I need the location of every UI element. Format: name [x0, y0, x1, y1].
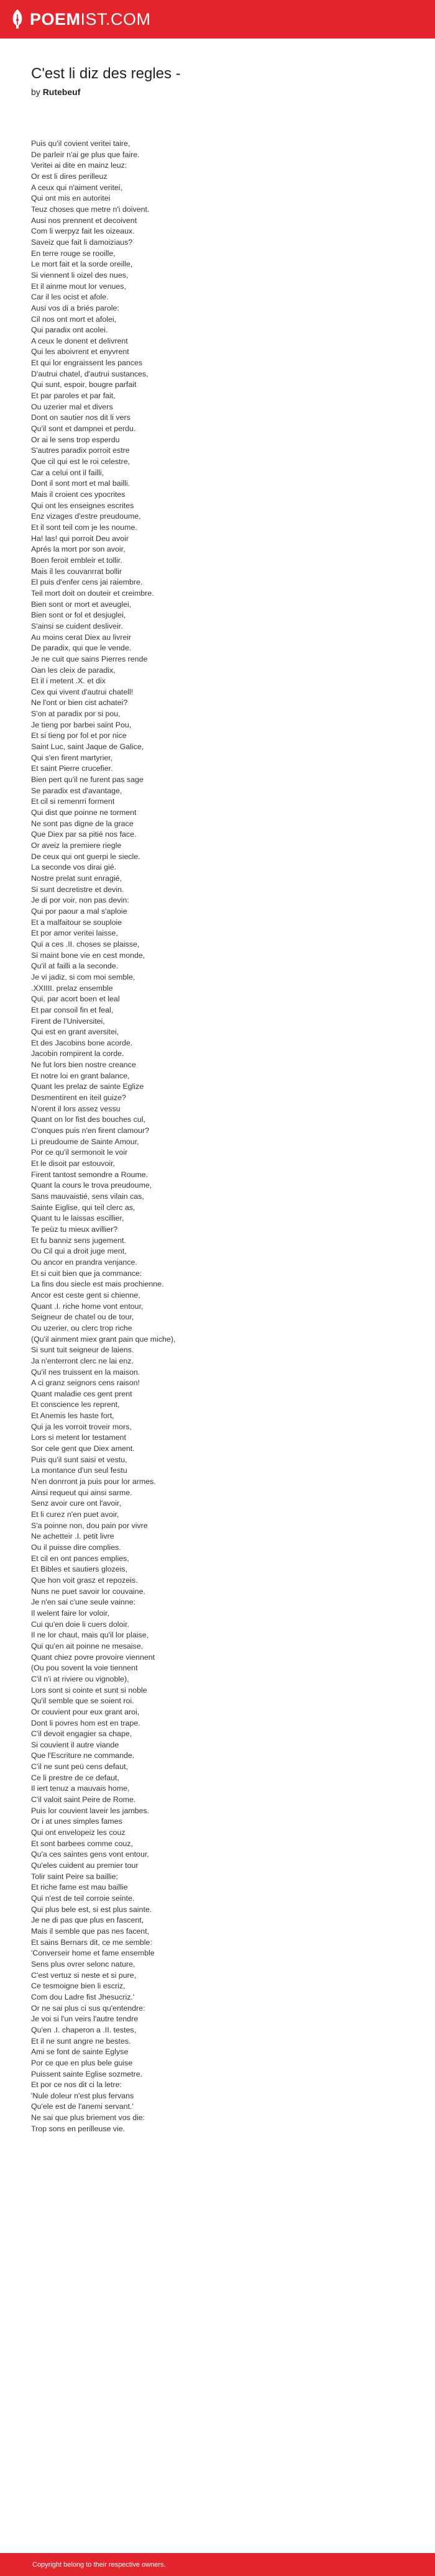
poem-line: S'on at paradix por si pou, — [31, 709, 121, 719]
poem-line: Je di por voir, non pas devin: — [31, 896, 129, 905]
poem-line: Si maint bone vie en cest monde, — [31, 950, 145, 960]
poem-line: Et cil si remenrri forment — [31, 797, 115, 806]
poem-line: Mais il croient ces ypocrites — [31, 490, 126, 499]
poem-line: Ne l'ont or bien cist achatei? — [31, 698, 128, 708]
poem-line: Saveiz que fait li damoiziaus? — [31, 237, 133, 247]
poem-line: Senz avoir cure ont l'avoir, — [31, 1499, 121, 1508]
poem-line: S'ainsi se cuident desliveir. — [31, 621, 123, 630]
poem-line: Mais il semble que pas nes facent, — [31, 1926, 150, 1936]
poem-line: Lors sont si cointe et sunt si noble — [31, 1685, 147, 1695]
poem-line: De ceux qui ont guerpi le siecle. — [31, 852, 140, 861]
site-header — [0, 0, 435, 39]
poem-line: Ainsi requeut qui ainsi sarme. — [31, 1488, 132, 1497]
poem-line: Aprés la mort por son avoir, — [31, 545, 126, 554]
poem-line: Te peüz tu mieux avillier? — [31, 1224, 118, 1234]
poem-line: Qui a ces .II. choses se plaisse, — [31, 939, 140, 949]
poem-line: Ne fut lors bien nostre creance — [31, 1060, 136, 1070]
site-logo[interactable] — [10, 9, 151, 30]
poem-line: Au moins cerat Diex au livreir — [31, 632, 132, 642]
poem-line: Ce tesmoigne bien li escriz, — [31, 1982, 126, 1991]
poem-line: Ou uzerier, ou clerc trop riche — [31, 1323, 132, 1332]
poem-line: Si couvient il autre viande — [31, 1740, 119, 1749]
poem-line: Et il ne sunt angre ne bestes. — [31, 2036, 131, 2046]
poem-line: Dont on sautier nos dit li vers — [31, 413, 130, 422]
poem-line: Et a malfaitour se souploie — [31, 917, 122, 927]
poem-line: Desmentirent en iteil guize? — [31, 1093, 126, 1103]
poem-line: Mais il les couvanrrat bollir — [31, 567, 122, 576]
poem-line: Puis qu'il sunt saisi et vestu, — [31, 1455, 127, 1464]
poem-line: C'il n'i at riviere ou vignoble), — [31, 1674, 129, 1683]
poem-line: Et li curez n'en puet avoir, — [31, 1510, 119, 1519]
poem-line: Ne sai que plus briement vos die: — [31, 2113, 145, 2123]
poem-line: Et por ce nos dit ci la letre: — [31, 2080, 122, 2090]
poem-line: Ha! las! qui porroit Deu avoir — [31, 534, 129, 543]
poem-line: Qu'il at failli a la seconde. — [31, 962, 119, 971]
poem-line: Qui paradix ont acolei. — [31, 325, 108, 335]
poem-line: Et il ainme mout lor venues, — [31, 281, 126, 291]
poem-line: Por ce qu'il sermonoit le voir — [31, 1148, 128, 1157]
poem-line: C'onques puis n'en firent clamour? — [31, 1126, 150, 1136]
poem-line: Et sont barbees comme couz, — [31, 1839, 133, 1848]
poem-line: Sainte Eiglise, qui teil clerc as, — [31, 1203, 135, 1212]
poem-line: Cil nos ont mort et afolei, — [31, 314, 117, 324]
copyright-text: Copyright belong to their respective owners. — [32, 2560, 166, 2569]
poem-line: Car il les ocist et afole. — [31, 293, 109, 302]
poem-line: Je tieng por barbei saint Pou, — [31, 720, 132, 729]
poem-line: Cex qui vivent d'autrui chatell! — [31, 687, 134, 696]
poem-line: Nuns ne puet savoir lor couvaine. — [31, 1586, 145, 1596]
poem-title: C'est li diz des regles - — [31, 65, 181, 82]
poem-line: Dont il sont mort et mal bailli. — [31, 479, 130, 488]
poem-line: (Qu'il ainment miex grant pain que miche), — [31, 1334, 176, 1344]
poem-line: Ancor est ceste gent si chienne, — [31, 1290, 140, 1299]
poem-line: Je n'en sai c'une seule vainne: — [31, 1598, 135, 1607]
poem-line: Or couvient pour eux grant aroi, — [31, 1707, 140, 1716]
poem-line: Ausi nos prennent et decoivent — [31, 216, 137, 225]
poem-line: A ceux qui n'aiment veritei, — [31, 183, 122, 192]
poem-line: Bien pert qu'il ne furent pas sage — [31, 775, 144, 785]
poem-line: Firent tantost semondre a Roume. — [31, 1170, 149, 1179]
poem-line: Quant on lor fist des bouches cul, — [31, 1115, 145, 1124]
poem-line: Qu'a ces saintes gens vont entour, — [31, 1850, 149, 1859]
poem-line: Trop sons en perilleuse vie. — [31, 2124, 126, 2133]
poem-line: Qui qu'en ait poinne ne mesaise. — [31, 1641, 144, 1650]
poem-line: Puis qu'il covient veritei taire, — [31, 139, 130, 148]
poem-line: Je voi si l'un veirs l'autre tendre — [31, 2014, 139, 2024]
poem-line: Jacobin rompirent la corde. — [31, 1049, 124, 1058]
poem-line: Qu'ele est de l'anemi servant.' — [31, 2102, 134, 2111]
poem-line: Sor cele gent que Diex ament. — [31, 1444, 135, 1454]
poem-line: Veritei ai dite en mainz leuz: — [31, 161, 127, 170]
poem-line: Ausi vos di a briés parole: — [31, 303, 119, 312]
poem-line: Qu'il nes truissent en la maison. — [31, 1367, 140, 1377]
logo-text: POEMIST.COM — [30, 9, 151, 29]
poem-line: Teuz choses que metre n'i doivent. — [31, 204, 150, 214]
poem-line: Sans mauvaistié, sens vilain cas, — [31, 1192, 144, 1201]
poem-line: Tolir saint Peire sa baillie; — [31, 1872, 118, 1881]
poem-line: Qui sunt, espoir, bougre parfait — [31, 380, 137, 389]
poem-line: Qui n'est de teil corroie seinte. — [31, 1894, 135, 1903]
poem-line: Et cil en ont pances emplies, — [31, 1554, 129, 1563]
poem-line: Ne sont pas digne de la grace — [31, 819, 134, 828]
poem-line: C'il valoit saint Peire de Rome. — [31, 1795, 136, 1805]
poem-line: Li preudoume de Sainte Amour, — [31, 1137, 139, 1146]
poem-line: La fins dou siecle est mais prochienne. — [31, 1280, 164, 1289]
poem-line: Et si tieng por fol et por nice — [31, 731, 127, 740]
poem-line: Ou uzerier mal et divers — [31, 402, 113, 411]
poem-line: Et conscience les reprent, — [31, 1400, 120, 1409]
poem-line: Le mort fait et la sorde oreille, — [31, 260, 133, 269]
poem-line: Nostre prelat sunt enragié, — [31, 873, 122, 883]
poem-line: De paradix, qui que le vende. — [31, 644, 132, 653]
poem-line: Boen feroit embleir et tollir. — [31, 555, 122, 565]
poem-line: Qu'il semble que se soient roi. — [31, 1696, 134, 1706]
poem-line: A ci granz seignors cens raison! — [31, 1378, 140, 1388]
poem-line: Je ne di pas que plus en fascent, — [31, 1916, 144, 1925]
poem-line: Com li werpyz fait les oizeaux. — [31, 227, 135, 236]
poem-line: Cui qu'en doie li cuers doloir. — [31, 1619, 130, 1629]
poem-line: Que hon voit grasz et repozeis. — [31, 1575, 138, 1585]
poem-line: Et des Jacobins bone acorde. — [31, 1038, 133, 1047]
quill-pen-icon — [10, 9, 25, 30]
poem-line: Quant maladie ces gent prent — [31, 1389, 132, 1398]
poem-line: De parleir n'ai ge plus que faire. — [31, 150, 140, 159]
poem-line: Enz vizages d'estre preudoume, — [31, 512, 141, 521]
poem-line: Si sunt tuit seigneur de laiens. — [31, 1345, 134, 1355]
poem-line: Bien sont or fol et desjuglei, — [31, 611, 126, 620]
poem-line: Et le disoit par estouvoir, — [31, 1159, 115, 1168]
poem-byline — [31, 86, 404, 98]
poem-line: Et il sont teil com je les noume. — [31, 522, 137, 532]
poem-line: Ne achetteir .I. petit livre — [31, 1532, 114, 1541]
poem-line: Que Diex par sa pitié nos face. — [31, 830, 137, 839]
poem-line: Oan les cleix de paradix, — [31, 665, 116, 675]
poem-line: Et riche fame est mau baillie — [31, 1883, 128, 1892]
poem-line: N'orent il lors assez vessu — [31, 1104, 121, 1113]
poem-line: Ou Cil qui a droit juge ment, — [31, 1247, 127, 1256]
poem-line: Se paradix est d'avantage, — [31, 786, 122, 795]
poem-line: Car a celui ont il failli, — [31, 468, 104, 477]
poem-line: Si sunt decretistre et devin. — [31, 885, 124, 894]
poem-line: Que l'Escriture ne commande. — [31, 1751, 135, 1760]
poem-line: Ja n'enterront clerc ne lai enz. — [31, 1356, 134, 1365]
poem-line: Qui, par acort boen et leal — [31, 994, 120, 1004]
poem-author[interactable]: Rutebeuf — [42, 87, 81, 97]
poem-line: 'Nule doleur n'est plus fervans — [31, 2091, 134, 2100]
site-footer — [0, 2553, 435, 2576]
poem-line: Et sains Bernars dit, ce me semble: — [31, 1937, 152, 1947]
poem-line: El puis d'enfer cens jai raiembre. — [31, 578, 143, 587]
poem-line: Qui les aboivrent et enyvrent — [31, 347, 129, 357]
poem-line: Et Bibles et sautiers glozeis, — [31, 1565, 127, 1574]
by-label: by — [31, 87, 40, 97]
poem-line: Ou il puisse dire complies. — [31, 1543, 121, 1552]
poem-line: Et Anemis les haste fort, — [31, 1411, 114, 1421]
poem-line: Qui ont les enseignes escrites — [31, 501, 134, 510]
poem-line: Qu'en .I. chaperon a .II. testes, — [31, 2025, 137, 2034]
poem-line: Com dou Ladre fist Jhesucriz.' — [31, 1992, 135, 2001]
poem-line: Et si cuit bien que ja commance: — [31, 1268, 142, 1278]
poem-line: Et par paroles et par fait, — [31, 391, 116, 401]
poem-line: Je vi jadiz, si com moi semble, — [31, 972, 135, 981]
poem-header — [31, 65, 404, 98]
poem-line: Si viennent li oizel des nues, — [31, 270, 129, 280]
poem-line: Firent de l'Universitei, — [31, 1016, 105, 1026]
poem-line: Sens plus ovrer selonc nature, — [31, 1959, 135, 1968]
poem-line: Puis lor couvient laveir les jambes. — [31, 1806, 150, 1815]
poem-line: A ceux le donent et delivrent — [31, 336, 128, 345]
poem-line: Bien sont or mort et aveuglei, — [31, 599, 132, 609]
poem-line: Qui ja les vorroit troveir mors, — [31, 1422, 132, 1431]
poem-line: Teil mort doit on douteir et creimbre. — [31, 588, 154, 598]
poem-line: Il ne lor chaut, mais qu'il lor plaise, — [31, 1631, 149, 1640]
poem-line: Lors si metent lor testament — [31, 1433, 126, 1442]
poem-line: Por ce que en plus bele guise — [31, 2058, 133, 2067]
poem-line: 'Converseir home et fame ensemble — [31, 1949, 155, 1958]
poem-line: (Ou pou sovent la voie tiennent — [31, 1663, 138, 1673]
poem-line: Saint Luc, saint Jaque de Galice, — [31, 742, 144, 752]
poem-line: Il iert tenuz a mauvais home, — [31, 1784, 130, 1793]
poem-line: Qui dist que poinne ne torment — [31, 808, 137, 817]
poem-line: Quant les prelaz de sainte Eglize — [31, 1082, 144, 1091]
poem-line: Et qui lor engraissent les pances — [31, 358, 143, 368]
poem-line: Que cil qui est le roi celestre, — [31, 457, 130, 467]
poem-line: Puissent sainte Eglise sozmetre. — [31, 2069, 143, 2078]
poem-line: Qui s'en firent martyrier, — [31, 753, 113, 762]
poem-line: Qui plus bele est, si est plus sainte. — [31, 1905, 152, 1914]
poem-line: Quant tu le laissas escillier, — [31, 1214, 124, 1223]
poem-line: .XXIIII. prelaz ensemble — [31, 983, 113, 993]
poem-line: C'est vertuz si neste et si pure, — [31, 1970, 137, 1980]
poem-line: Quant chiez povre provoire viennent — [31, 1652, 155, 1662]
poem-line: N'en donrront ja puis pour lor armes. — [31, 1477, 156, 1486]
poem-line: Or aveiz la premiere riegle — [31, 841, 122, 850]
poem-line: Et notre loi en grant balance, — [31, 1071, 130, 1080]
poem-line: Qui ont envelopeiz les couz — [31, 1828, 126, 1837]
poem-line: Qui est en grant aversitei, — [31, 1027, 119, 1037]
poem-line: Or ne sai plus ci sus qu'entendre: — [31, 2003, 145, 2013]
poem-line: D'autrui chatel, d'autrui sustances, — [31, 369, 149, 378]
poem-line: Dont li povres hom est en trape. — [31, 1718, 140, 1727]
poem-line: C'il ne sunt peü cens defaut, — [31, 1762, 128, 1772]
poem-line: Et saint Pierre crucefier. — [31, 764, 113, 773]
poem-line: Or ai le sens trop esperdu — [31, 435, 120, 444]
poem-line: S'autres paradix porroit estre — [31, 446, 130, 455]
poem-line: Et il i metent .X. et dix — [31, 676, 106, 686]
poem-line: Quant la cours le trova preudoume, — [31, 1181, 152, 1190]
poem-line: Et par consoil fin et feal, — [31, 1005, 114, 1014]
poem-line: S'a poinne non, dou pain por vivre — [31, 1521, 148, 1530]
poem-line: Or est li dires perilleuz — [31, 171, 108, 181]
poem-line: Seigneur de chatel ou de tour, — [31, 1313, 134, 1322]
poem-line: Quant .I. riche home vont entour, — [31, 1301, 144, 1311]
poem-line: Ce li prestre de ce defaut, — [31, 1773, 119, 1782]
poem-line: Et por amor veritei laisse, — [31, 929, 118, 938]
poem-line: Qu'il sont et dampnei et perdu. — [31, 424, 136, 434]
poem-line: Et fu banniz sens jugement. — [31, 1236, 126, 1245]
poem-body — [31, 139, 404, 2134]
poem-line: La seconde vos dirai gié. — [31, 863, 117, 872]
poem-line: Qui ont mis en autoritei — [31, 194, 111, 203]
poem-line: Je ne cuit que sains Pierres rende — [31, 654, 148, 663]
poem-line: La montance d'un seul festu — [31, 1466, 127, 1475]
poem-line: En terre rouge se rooille, — [31, 248, 116, 258]
poem-line: Ou ancor en prandra venjance. — [31, 1257, 137, 1267]
poem-line: Qui por paour a mal s'aploie — [31, 906, 127, 916]
poem-line: Il welent faire lor voloir, — [31, 1608, 110, 1618]
poem-line: C'il devoit engagier sa chape, — [31, 1729, 132, 1739]
poem-line: Or i at unes simples fames — [31, 1817, 122, 1826]
poem-line: Ami se font de sainte Eglyse — [31, 2047, 129, 2057]
poem-line: Qu'eles cuident au premier tour — [31, 1861, 139, 1870]
